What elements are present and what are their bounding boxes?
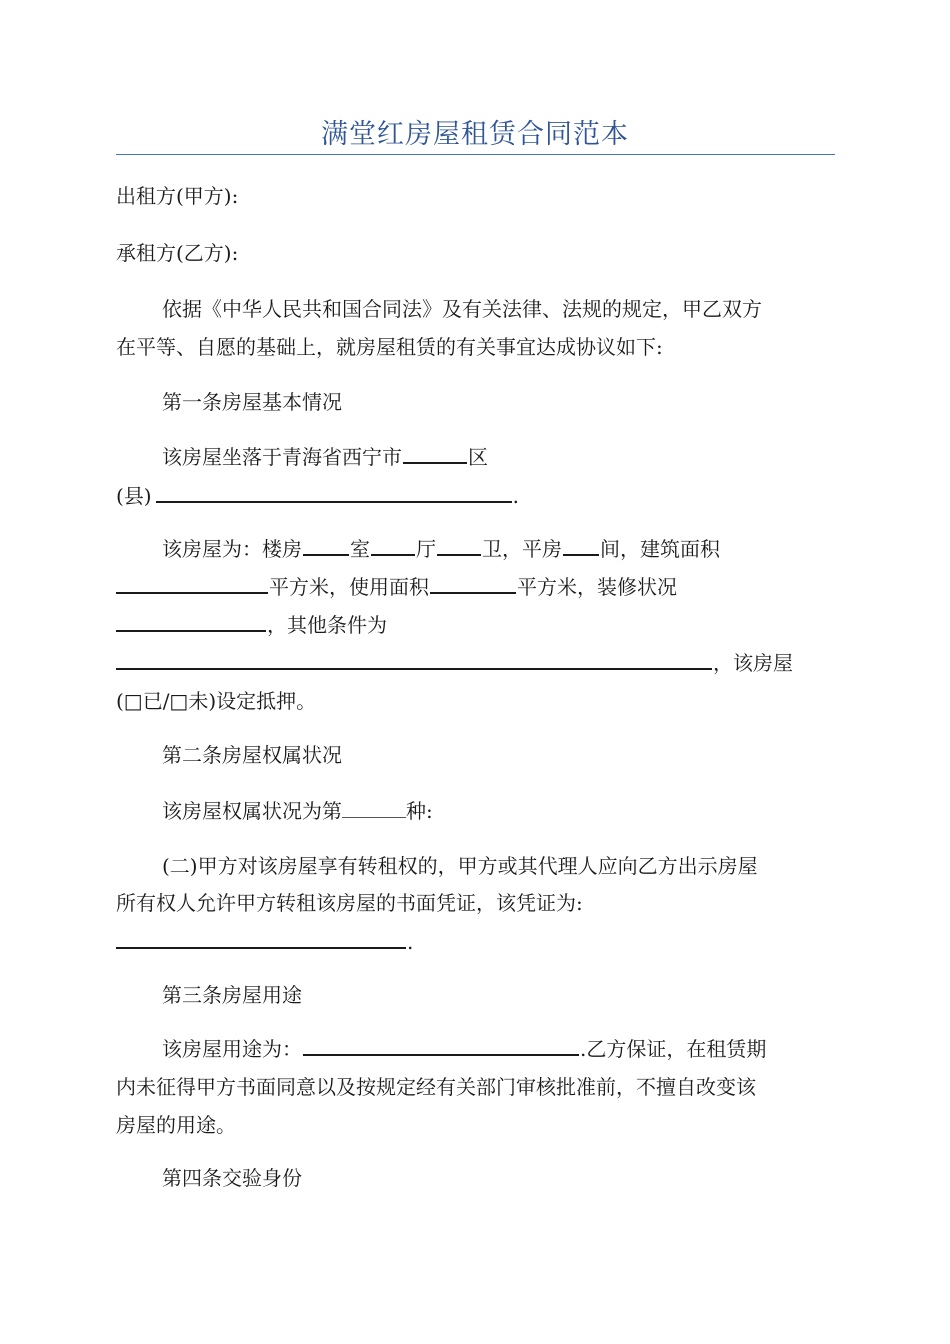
bath-blank	[437, 538, 481, 556]
usable-area-label: 平方米，使用面积	[269, 575, 429, 599]
house-type-line	[162, 535, 836, 563]
certificate-period: .	[407, 930, 414, 954]
sublease-text-2: 所有权人允许甲方转租该房屋的书面凭证，该凭证为:	[116, 891, 583, 915]
district-blank	[403, 446, 467, 464]
area-line	[116, 573, 836, 601]
ownership-type-blank	[342, 801, 406, 818]
article-1-heading	[162, 388, 836, 416]
other-conditions-line	[116, 649, 836, 677]
ownership-type-label: 种:	[406, 799, 433, 823]
use-line-1	[162, 1035, 836, 1063]
use-text-3: 房屋的用途。	[116, 1113, 236, 1137]
lessee-line	[116, 239, 836, 267]
use-text-2: 内未征得甲方书面同意以及按规定经有关部门审核批准前，不擅自改变该	[116, 1075, 756, 1099]
decoration-blank	[116, 614, 266, 632]
intro-paragraph-line-1	[162, 295, 836, 323]
certificate-line	[116, 928, 836, 956]
article-2-heading-text: 第二条房屋权属状况	[162, 743, 342, 767]
lessee-label: 承租方(乙方):	[116, 241, 239, 265]
hall-label: 厅	[416, 537, 436, 561]
lessor-line	[116, 182, 836, 210]
document-title: 满堂红房屋租赁合同范本	[321, 119, 629, 150]
certificate-blank	[116, 931, 406, 949]
county-line	[116, 482, 836, 510]
sublease-line-1	[162, 852, 836, 880]
article-4-heading	[162, 1164, 836, 1192]
decoration-line	[116, 611, 836, 639]
article-3-heading	[162, 981, 836, 1009]
building-area-blank	[116, 576, 268, 594]
intro-text-2: 在平等、自愿的基础上，就房屋租赁的有关事宜达成协议如下:	[116, 335, 663, 359]
county-label: (县)	[116, 484, 152, 508]
intro-paragraph-line-2	[116, 333, 836, 361]
mortgage-text: (□已/□未)设定抵押。	[116, 689, 317, 713]
intro-text-1: 依据《中华人民共和国合同法》及有关法律、法规的规定，甲乙双方	[162, 297, 762, 321]
room-blank	[303, 538, 349, 556]
sublease-line-2	[116, 889, 836, 917]
article-2-heading	[162, 741, 836, 769]
decoration-label: 平方米，装修状况	[517, 575, 677, 599]
ownership-status-line	[162, 797, 836, 825]
use-guarantee-text: .乙方保证，在租赁期	[580, 1037, 767, 1061]
hall-blank	[371, 538, 415, 556]
county-blank	[156, 485, 512, 503]
bath-label: 卫，平房	[482, 537, 562, 561]
room-label: 室	[350, 537, 370, 561]
lessor-label: 出租方(甲方):	[116, 184, 239, 208]
use-blank	[303, 1038, 579, 1056]
ownership-status-text: 该房屋权属状况为第	[162, 799, 342, 823]
other-conditions-blank	[116, 652, 712, 670]
title-underline	[116, 154, 835, 155]
article-4-heading-text: 第四条交验身份	[162, 1166, 302, 1190]
district-label: 区	[468, 445, 488, 469]
building-area-label: 间，建筑面积	[600, 537, 720, 561]
article-1-heading-text: 第一条房屋基本情况	[162, 390, 342, 414]
county-period: .	[512, 484, 519, 508]
other-conditions-label: ，其他条件为	[267, 613, 387, 637]
house-type-text: 该房屋为：楼房	[162, 537, 302, 561]
use-label: 该房屋用途为：	[162, 1037, 302, 1061]
location-text: 该房屋坐落于青海省西宁市	[162, 445, 402, 469]
use-line-2	[116, 1073, 836, 1101]
article-3-heading-text: 第三条房屋用途	[162, 983, 302, 1007]
usable-area-blank	[430, 576, 516, 594]
mortgage-line	[116, 687, 836, 715]
location-line	[162, 443, 836, 471]
bungalow-blank	[563, 538, 599, 556]
sublease-text-1: (二)甲方对该房屋享有转租权的，甲方或其代理人应向乙方出示房屋	[162, 854, 758, 878]
use-line-3	[116, 1111, 836, 1139]
this-house-label: ，该房屋	[713, 651, 793, 675]
